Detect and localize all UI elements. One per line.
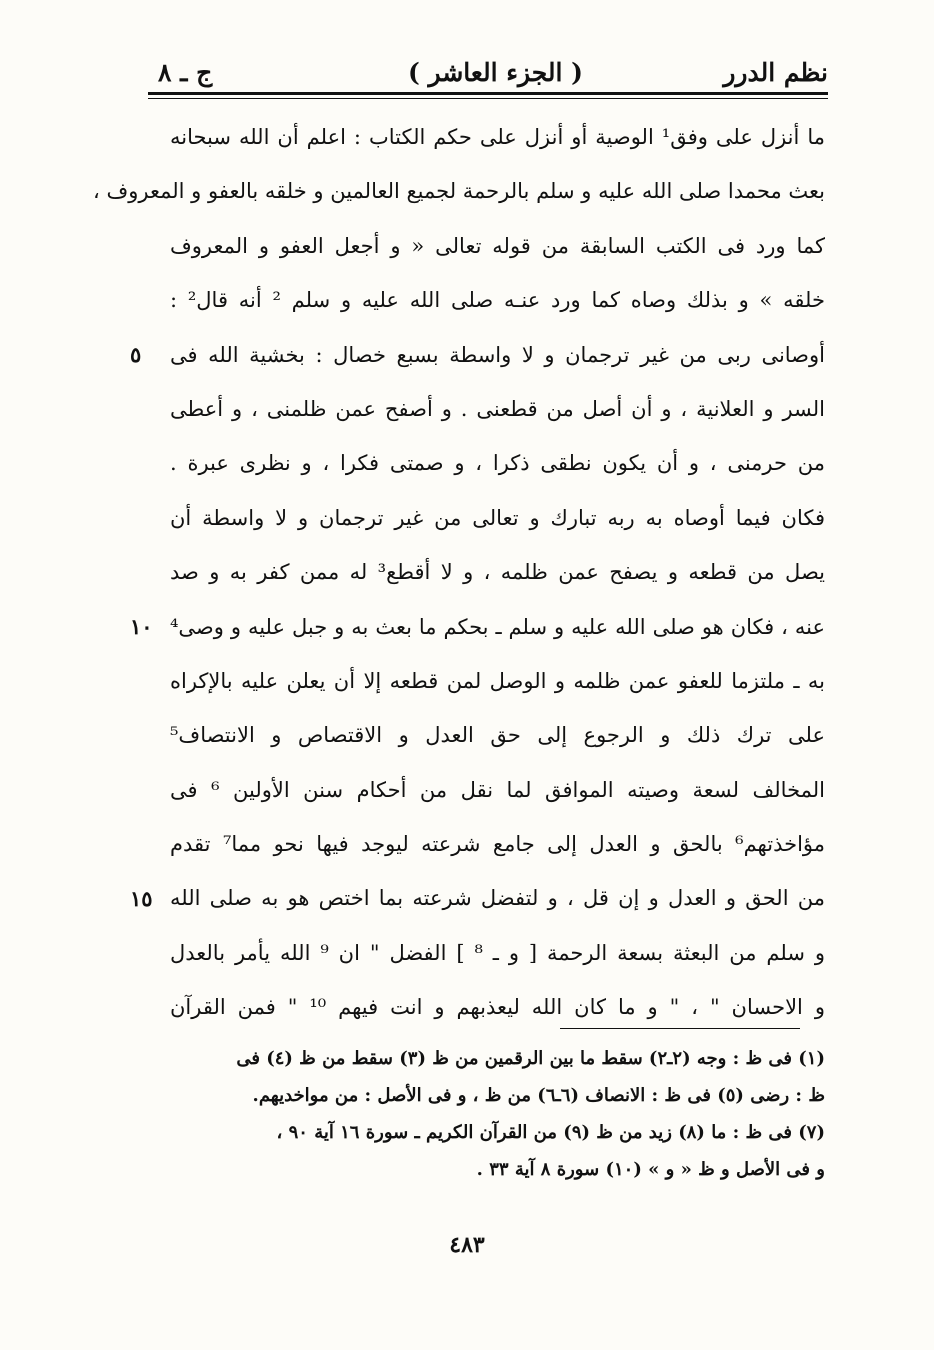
- header-rule: [148, 92, 828, 95]
- text-line: من حرمنى ، و أن يكون نطقى ذكرا ، و صمتى فكرا ، و نظرى عبرة .: [170, 451, 825, 476]
- footnote-separator: [560, 1028, 800, 1029]
- text-line: به ـ ملتزما للعفو عمن ظلمه و الوصل لمن قطعه إلا أن يعلن عليه بالإكراه: [170, 668, 825, 693]
- text-line: عنه ، فكان هو صلى الله عليه و سلم ـ بحكم ما بعث به و جبل عليه و وصى⁴: [170, 614, 825, 639]
- part-label: ( الجزء العاشر ): [408, 58, 583, 87]
- footnote-line: (١) فى ظ : وجه (٢ـ٢) سقط ما بين الرقمين من ظ (٣) سقط من ظ (٤) فى: [236, 1048, 825, 1069]
- footnotes: [150, 1040, 825, 1188]
- footnote-line: ظ : رضى (٥) فى ظ : الانصاف (٦ـ٦) من ظ ، و فى الأصل : من مواخديهم.: [252, 1085, 825, 1106]
- text-line: من الحق و العدل و إن قل ، و لتفضل شرعته بما اختص هو به صلى الله: [170, 886, 825, 911]
- book-title: نظم الدرر: [723, 58, 828, 87]
- line-number-15: ١٥: [130, 886, 153, 911]
- page-number: ٤٨٣: [449, 1232, 485, 1258]
- text-line: ما أنزل على وفق¹ الوصية أو أنزل على حكم الكتاب : اعلم أن الله سبحانه: [170, 125, 825, 149]
- running-header: [148, 52, 828, 92]
- text-line: و سلم من البعثة بسعة الرحمة [ و ـ ⁸ ] الفضل " ان ⁹ الله يأمر بالعدل: [170, 940, 825, 965]
- text-line: خلقه » و بذلك وصاه كما ورد عنـه صلى الله عليه و سلم ² أنه قال² :: [170, 288, 825, 313]
- text-line: و الاحسان " ، " و ما كان الله ليعذبهم و انت فيهم ¹⁰ " فمن القرآن: [170, 995, 825, 1020]
- text-line: مؤاخذتهم⁶ بالحق و العدل إلى جامع شرعته ليوجد فيها نحو مما⁷ تقدم: [170, 832, 825, 857]
- text-line: فكان فيما أوصاه به ربه تبارك و تعالى من غير ترجمان و لا واسطة أن: [170, 505, 825, 530]
- chapter-label: ج ـ ٨: [158, 58, 213, 87]
- line-number-5: ٥: [130, 342, 142, 367]
- text-line: بعث محمدا صلى الله عليه و سلم بالرحمة لجميع العالمين و خلقه بالعفو و المعروف ،: [93, 179, 825, 204]
- text-line: المخالف لسعة وصيته الموافق لما نقل من أحكام سنن الأولين ⁶ فى: [170, 777, 826, 802]
- footnote-line: و فى الأصل و ظ « و » (١٠) سورة ٨ آية ٣٣ .: [476, 1159, 825, 1180]
- footnote-line: (٧) فى ظ : ما (٨) زيد من ظ (٩) من القرآن الكريم ـ سورة ١٦ آية ٩٠ ،: [276, 1122, 825, 1143]
- text-line: على ترك ذلك و الرجوع إلى حق العدل و الاقتصاص و الانتصاف⁵: [170, 723, 825, 748]
- text-line: كما ورد فى الكتب السابقة من قوله تعالى « و أجعل العفو و المعروف: [170, 233, 825, 258]
- text-line: أوصانى ربى من غير ترجمان و لا واسطة بسبع خصال : بخشية الله فى: [170, 342, 825, 367]
- text-line: السر و العلانية ، و أن أصل من قطعنى . و أصفح عمن ظلمنى ، و أعطى: [170, 396, 825, 421]
- line-number-10: ١٠: [130, 614, 153, 639]
- text-line: يصل من قطعه و يصفح عمن ظلمه ، و لا أقطع³ له ممن كفر به و صد: [170, 560, 826, 585]
- header-rule-thin: [148, 98, 828, 99]
